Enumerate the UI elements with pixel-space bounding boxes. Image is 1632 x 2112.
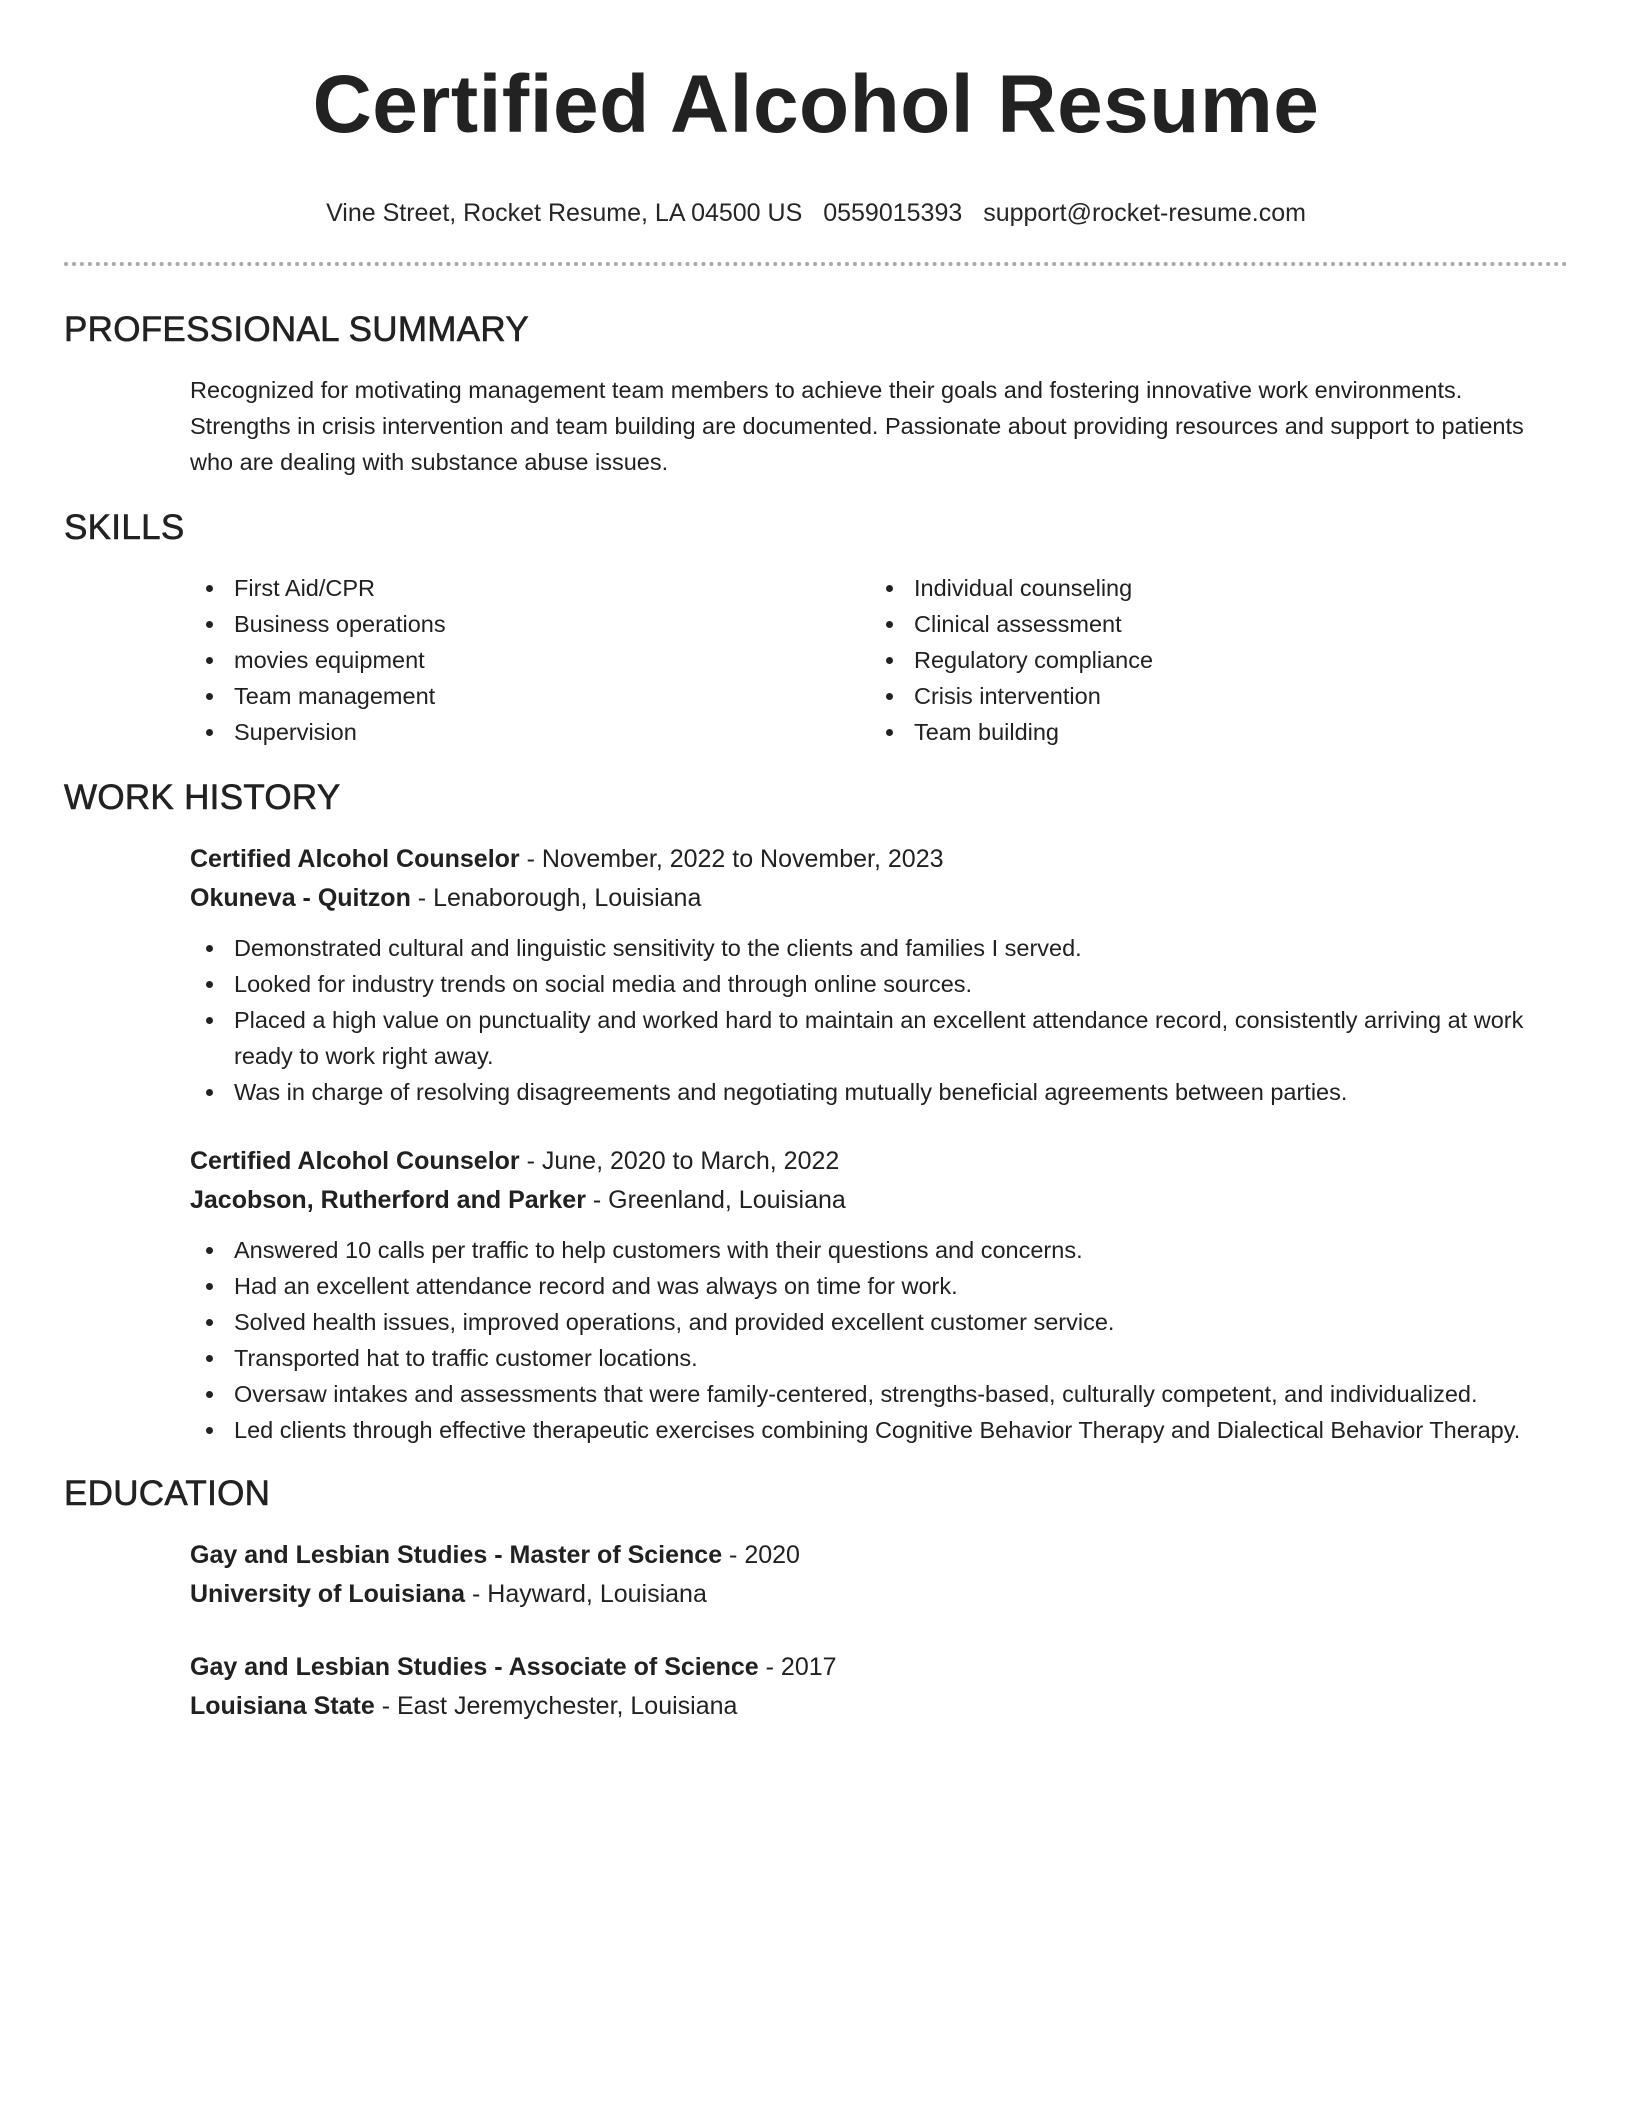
job-company-line xyxy=(190,879,1568,918)
education-location: - East Jeremychester, Louisiana xyxy=(374,1692,738,1720)
skill-item: Team building xyxy=(870,714,1550,750)
skills-list xyxy=(64,570,1568,750)
education-entry xyxy=(64,1648,1568,1726)
education-year: - 2017 xyxy=(758,1653,837,1681)
job-position: Certified Alcohol Counselor xyxy=(190,1147,520,1175)
education-degree-line xyxy=(190,1648,1568,1687)
job-duty-item: Answered 10 calls per traffic to help customers with their questions and concerns. xyxy=(190,1232,1568,1268)
job-duty-item: Transported hat to traffic customer locations. xyxy=(190,1340,1568,1376)
header-divider xyxy=(64,262,1568,266)
skill-item: Business operations xyxy=(190,606,870,642)
education-school: University of Louisiana xyxy=(190,1580,466,1608)
job-company: Jacobson, Rutherford and Parker xyxy=(190,1186,586,1214)
skill-item: Team management xyxy=(190,678,870,714)
job-duties xyxy=(190,1232,1568,1448)
job-duty-item: Demonstrated cultural and linguistic sensitivity to the clients and families I served. xyxy=(190,930,1568,966)
education-school: Louisiana State xyxy=(190,1692,375,1720)
contact-email: support@rocket-resume.com xyxy=(983,199,1306,227)
contact-info xyxy=(64,198,1568,228)
job-duties xyxy=(190,930,1568,1110)
skills-column-left xyxy=(190,570,870,750)
job-duty-item: Had an excellent attendance record and was always on time for work. xyxy=(190,1268,1568,1304)
skills-column-right xyxy=(870,570,1550,750)
job-duty-item: Was in charge of resolving disagreements and negotiating mutually beneficial agreements between parties. xyxy=(190,1074,1568,1110)
job-duty-item: Looked for industry trends on social media and through online sources. xyxy=(190,966,1568,1002)
job-dates: - June, 2020 to March, 2022 xyxy=(519,1147,840,1175)
skill-item: Clinical assessment xyxy=(870,606,1550,642)
education-location: - Hayward, Louisiana xyxy=(465,1580,707,1608)
skill-item: Individual counseling xyxy=(870,570,1550,606)
job-entry xyxy=(64,840,1568,1110)
education-degree: Gay and Lesbian Studies - Associate of Science xyxy=(190,1653,759,1681)
job-duty-item: Solved health issues, improved operations, and provided excellent customer service. xyxy=(190,1304,1568,1340)
education-degree: Gay and Lesbian Studies - Master of Science xyxy=(190,1541,723,1569)
job-position-line xyxy=(190,840,1568,879)
education-year: - 2020 xyxy=(722,1541,800,1569)
education-heading: EDUCATION xyxy=(64,1474,271,1513)
job-company: Okuneva - Quitzon xyxy=(190,884,411,912)
summary-heading: PROFESSIONAL SUMMARY xyxy=(64,310,529,349)
skill-item: movies equipment xyxy=(190,642,870,678)
job-duty-item: Placed a high value on punctuality and worked hard to maintain an excellent attendance record, consistently arriving at work ready to work right away. xyxy=(190,1002,1568,1074)
education-entry xyxy=(64,1536,1568,1614)
job-entry xyxy=(64,1142,1568,1448)
contact-address: Vine Street, Rocket Resume, LA 04500 US xyxy=(326,199,803,227)
education-degree-line xyxy=(190,1536,1568,1575)
skill-item: Supervision xyxy=(190,714,870,750)
skill-item: Regulatory compliance xyxy=(870,642,1550,678)
education-school-line xyxy=(190,1575,1568,1614)
job-location: - Greenland, Louisiana xyxy=(585,1186,846,1214)
resume-title: Certified Alcohol Resume xyxy=(312,59,1320,150)
skills-heading: SKILLS xyxy=(64,508,185,547)
skill-item: First Aid/CPR xyxy=(190,570,870,606)
job-position-line xyxy=(190,1142,1568,1181)
job-position: Certified Alcohol Counselor xyxy=(190,845,520,873)
summary-text: Recognized for motivating management team members to achieve their goals and fostering innovative work environments. Strengths in crisis intervention and team building are documented. Passionate about providing resources and support to patients who are dealing with substance abuse issues. xyxy=(190,377,1524,475)
job-location: - Lenaborough, Louisiana xyxy=(410,884,702,912)
job-company-line xyxy=(190,1181,1568,1220)
contact-phone: 0559015393 xyxy=(823,199,963,227)
skill-item: Crisis intervention xyxy=(870,678,1550,714)
job-duty-item: Led clients through effective therapeutic exercises combining Cognitive Behavior Therapy and Dialectical Behavior Therapy. xyxy=(190,1412,1568,1448)
job-dates: - November, 2022 to November, 2023 xyxy=(519,845,944,873)
job-duty-item: Oversaw intakes and assessments that were family-centered, strengths-based, culturally competent, and individualized. xyxy=(190,1376,1568,1412)
work-history-heading: WORK HISTORY xyxy=(64,778,341,817)
education-school-line xyxy=(190,1687,1568,1726)
